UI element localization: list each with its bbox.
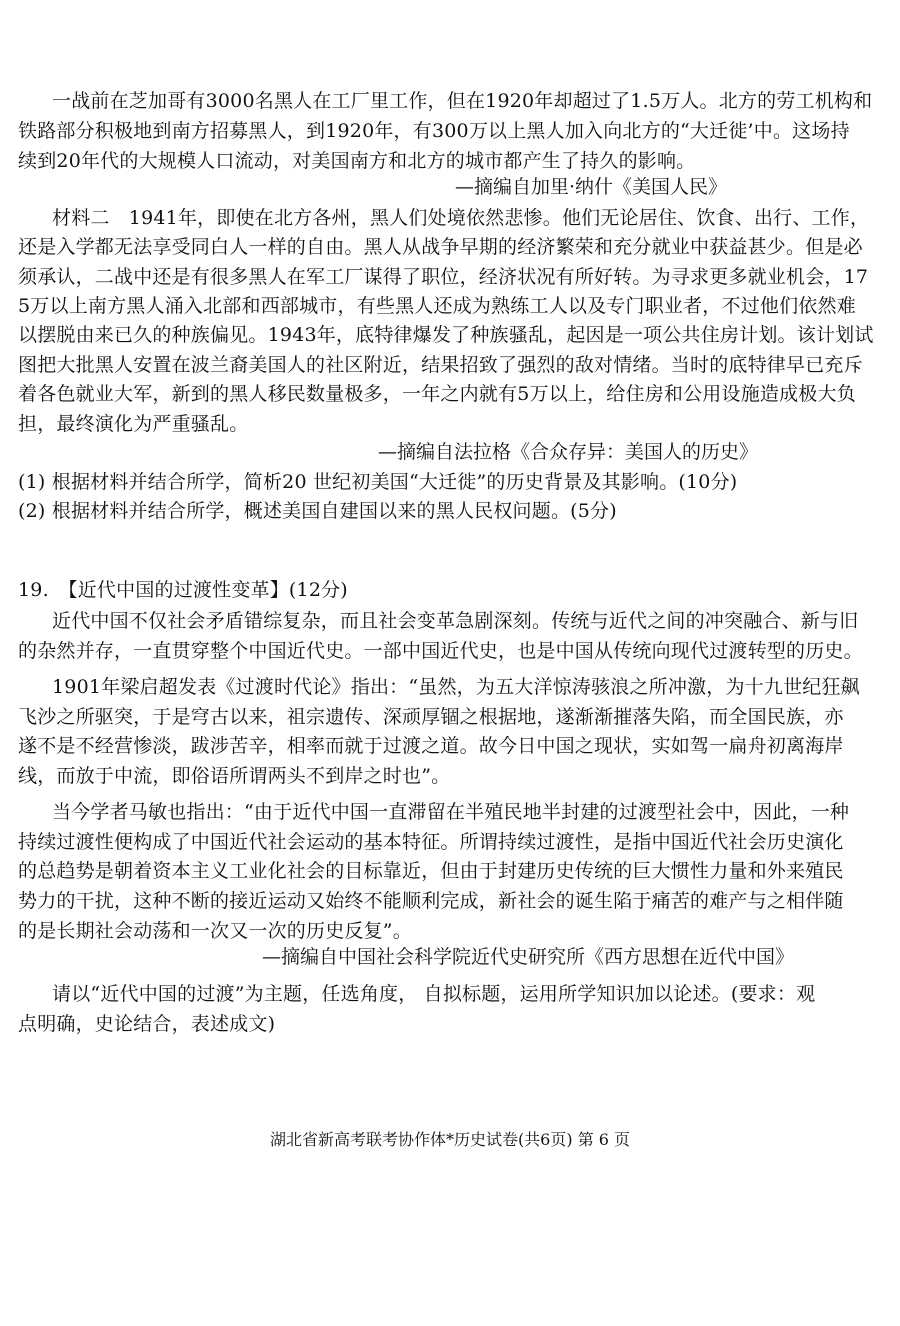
paragraph-line: 的杂然并存，一直贯穿整个中国近代史。一部中国近代史，也是中国从传统向现代过渡转型的历史。 xyxy=(18,640,863,662)
paragraph-line: 近代中国不仅社会矛盾错综复杂，而且社会变革急剧深刻。传统与近代之间的冲突融合、新与旧 xyxy=(52,610,859,632)
paragraph-line: 持续过渡性便构成了中国近代社会运动的基本特征。所谓持续过渡性，是指中国近代社会历史演化 xyxy=(18,831,844,853)
paragraph-line: 5万以上南方黑人涌入北部和西部城市，有些黑人还成为熟练工人以及专门职业者，不过他们依然难 xyxy=(18,295,856,317)
paragraph-line: 铁路部分积极地到南方招募黑人，到1920年，有300万以上黑人加入向北方的“大迁徙’中。这场持 xyxy=(18,120,850,142)
question-heading: 19. 【近代中国的过渡性变革】(12分) xyxy=(18,579,348,601)
source-citation: —摘编自加里·纳什《美国人民》 xyxy=(455,176,728,198)
page-footer: 湖北省新高考联考协作体*历史试卷(共6页) 第 6 页 xyxy=(269,1130,631,1149)
paragraph-line: 当今学者马敏也指出：“由于近代中国一直滞留在半殖民地半封建的过渡型社会中，因此，一种 xyxy=(52,801,850,823)
source-citation: —摘编自中国社会科学院近代史研究所《西方思想在近代中国》 xyxy=(262,946,795,968)
paragraph-line: 担，最终演化为严重骚乱。 xyxy=(18,413,249,435)
paragraph-line: 飞沙之所驱突，于是穹古以来，祖宗遗传、深顽厚锢之根据地，遂渐渐摧落失陷，而全国民族，亦 xyxy=(18,706,844,728)
paragraph-line: 1901年梁启超发表《过渡时代论》指出：“虽然，为五大洋惊涛骇浪之所冲激，为十九世纪狂飙 xyxy=(52,676,860,698)
paragraph-line: 一战前在芝加哥有3000名黑人在工厂里工作，但在1920年却超过了1.5万人。北方的劳工机构和 xyxy=(52,90,873,112)
paragraph-line: 材料二 1941年，即使在北方各州，黑人们处境依然悲惨。他们无论居住、饮食、出行、工作， xyxy=(52,207,870,229)
paragraph-line: 的总趋势是朝着资本主义工业化社会的目标靠近，但由于封建历史传统的巨大惯性力量和外来殖民 xyxy=(18,860,844,882)
paragraph-line: 须承认，二战中还是有很多黑人在军工厂谋得了职位，经济状况有所好转。为寻求更多就业机会，17 xyxy=(18,266,869,288)
paragraph-line: 着各色就业大军，新到的黑人移民数量极多，一年之内就有5万以上，给住房和公用设施造成极大负 xyxy=(18,383,856,405)
paragraph-line: 还是入学都无法享受同白人一样的自由。黑人从战争早期的经济繁荣和充分就业中获益甚少。但是必 xyxy=(18,236,863,258)
paragraph-line: 续到20年代的大规模人口流动，对美国南方和北方的城市都产生了持久的影响。 xyxy=(18,150,696,172)
task-instruction: 点明确，史论结合，表述成文) xyxy=(18,1013,276,1035)
source-citation: —摘编自法拉格《合众存异：美国人的历史》 xyxy=(378,441,759,463)
sub-question: (2) 根据材料并结合所学，概述美国自建国以来的黑人民权问题。(5分) xyxy=(18,500,617,522)
paragraph-line: 势力的干扰，这种不断的接近运动又始终不能顺利完成，新社会的诞生陷于痛苦的难产与之相伴随 xyxy=(18,890,844,912)
sub-question: (1) 根据材料并结合所学，简析20 世纪初美国“大迁徙”的历史背景及其影响。(10分) xyxy=(18,471,738,493)
paragraph-line: 线，而放于中流，即俗语所谓两头不到岸之时也”。 xyxy=(18,765,451,787)
paragraph-line: 以摆脱由来已久的种族偏见。1943年，底特律爆发了种族骚乱，起因是一项公共住房计划。该计划试 xyxy=(18,324,874,346)
paragraph-line: 图把大批黑人安置在波兰裔美国人的社区附近，结果招致了强烈的敌对情绪。当时的底特律早已充斥 xyxy=(18,354,863,376)
paragraph-line: 遂不是不经营惨淡，跋涉苦辛，相率而就于过渡之道。故今日中国之现状，实如驾一扁舟初离海岸 xyxy=(18,735,844,757)
task-instruction: 请以“近代中国的过渡”为主题，任选角度， 自拟标题，运用所学知识加以论述。(要求：观 xyxy=(52,983,816,1005)
paragraph-line: 的是长期社会动荡和一次又一次的历史反复”。 xyxy=(18,920,412,942)
